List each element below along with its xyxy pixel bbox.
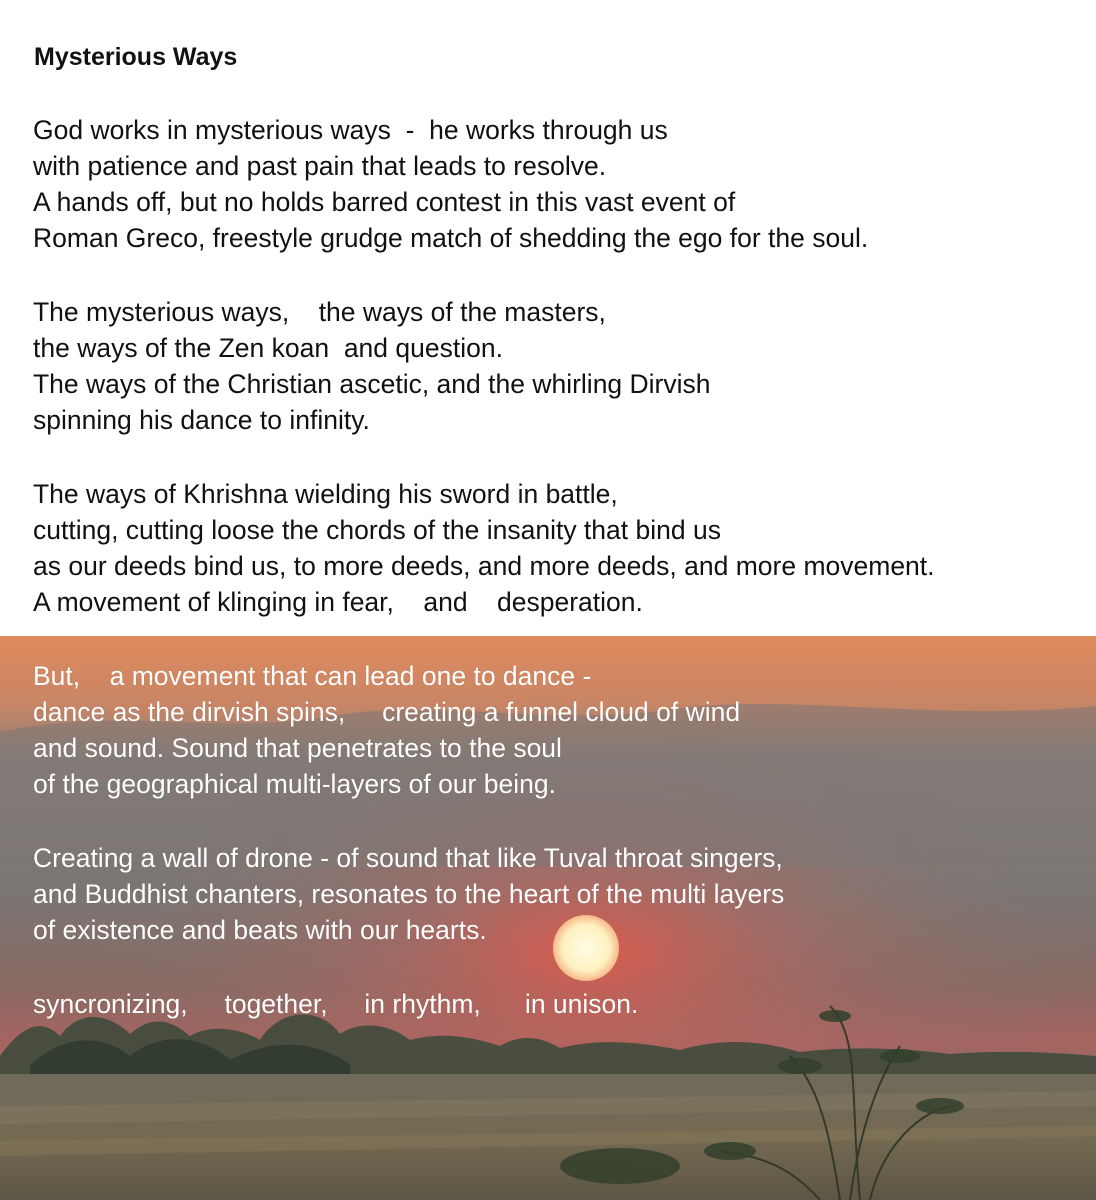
poem-line: spinning his dance to infinity. [33,405,370,435]
poem-line: A movement of klinging in fear, and desperation. [33,587,643,617]
poem-line: The ways of the Christian ascetic, and the whirling Dirvish [33,369,711,399]
poem-line: as our deeds bind us, to more deeds, and more deeds, and more movement. [33,551,935,581]
poem-line: and Buddhist chanters, resonates to the heart of the multi layers [33,879,785,909]
poem-line: and sound. Sound that penetrates to the soul [33,733,562,763]
poem-line: The ways of Khrishna wielding his sword in battle, [33,479,618,509]
poem-line: God works in mysterious ways - he works through us [33,115,668,145]
poem-line: cutting, cutting loose the chords of the insanity that bind us [33,515,721,545]
poem-line: of existence and beats with our hearts. [33,915,487,945]
poem-line: dance as the dirvish spins, creating a funnel cloud of wind [33,697,741,727]
poem-line: of the geographical multi-layers of our being. [33,769,556,799]
poem-line: But, a movement that can lead one to dance - [33,661,592,691]
poem-line: the ways of the Zen koan and question. [33,333,503,363]
poem-line: syncronizing, together, in rhythm, in unison. [33,989,639,1019]
poem-title: Mysterious Ways [34,43,238,71]
poem-line: A hands off, but no holds barred contest in this vast event of [33,187,736,217]
poem-line: Creating a wall of drone - of sound that like Tuval throat singers, [33,843,783,873]
sun-icon [553,915,619,981]
poem-line: The mysterious ways, the ways of the masters, [33,297,606,327]
poem-line: with patience and past pain that leads to resolve. [33,151,607,181]
poem-line: Roman Greco, freestyle grudge match of shedding the ego for the soul. [33,223,869,253]
